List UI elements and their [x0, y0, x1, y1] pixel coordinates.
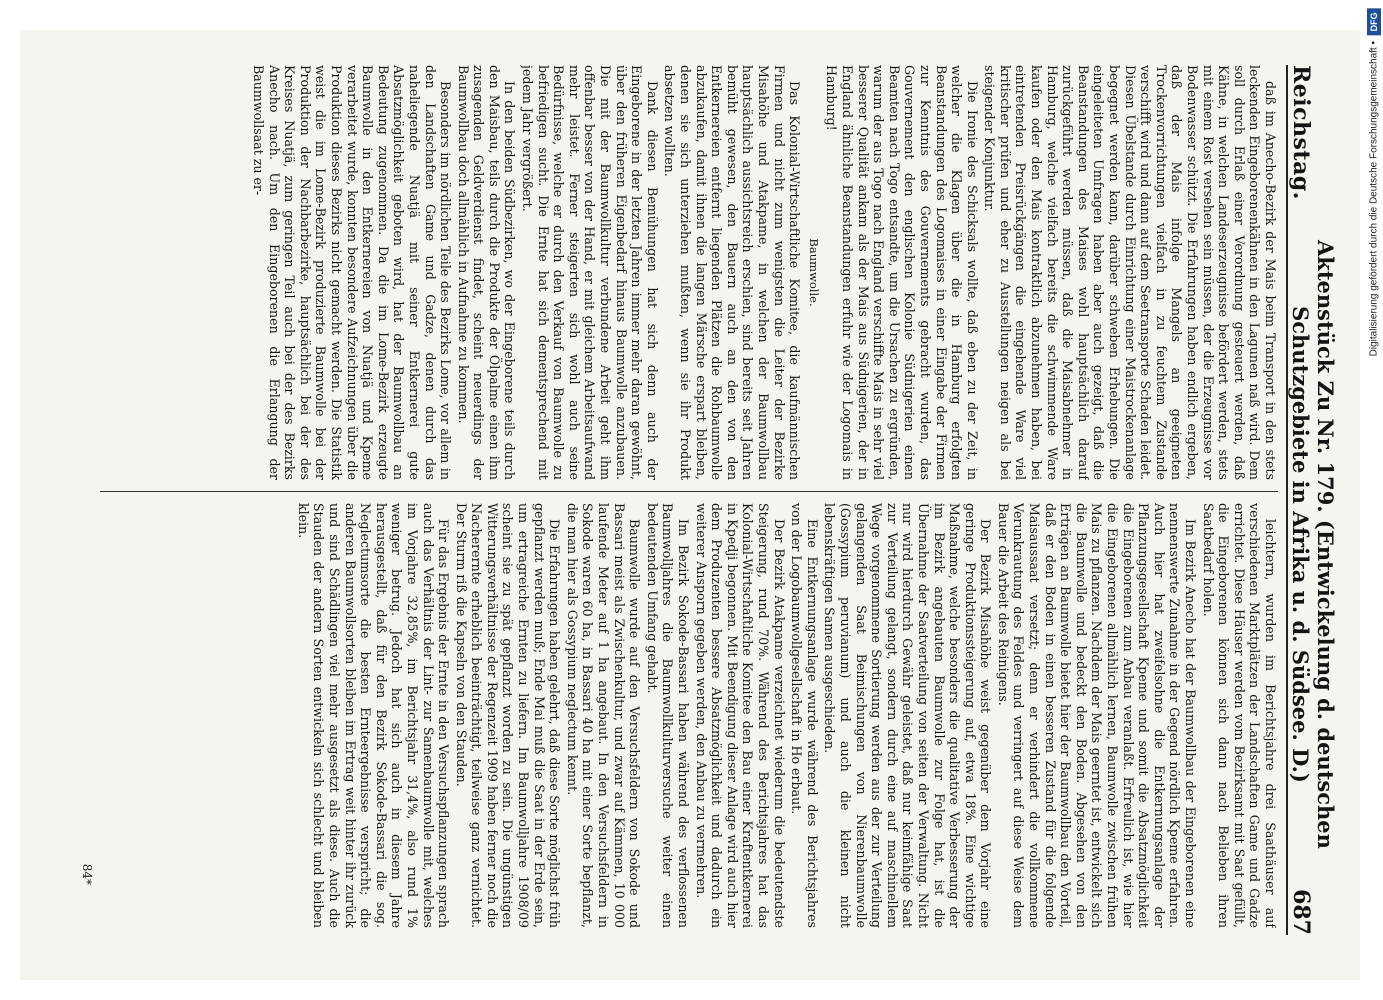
paragraph: Die Ironie des Schicksals wollte, daß eben zu der Zeit, in welcher die Klagen über die in Hamburg erfolgten Beanstandungen des Logomaises in einer Eingabe der Firmen zur Kenntnis des Gouvernements gebracht wurden, das Gouvernement den englischen Kolonie Südnigerien einen Beamten nach Togo entsandte, um die Ursachen zu ergründen, warum der aus Togo nach England verschiffte Mais in sehr viel besserer Qualität ankam als der Mais aus Südnigerien, der in England ähnliche Beanstandungen erfuhr wie der Logomais in Hamburg!: [824, 65, 980, 480]
running-header: [1286, 65, 1338, 935]
paragraph: Eine Entkernungsanlage wurde während des Berichtsjahres von der Logobaumwollgesellschaft in Ho erbaut.: [789, 503, 820, 928]
paragraph: Im Bezirk Sokode-Bassari haben während des verflossenen Baumwolljahres die Baumwollkulturversuche weiter einen bedeutenden Umfang gehabt.: [644, 503, 692, 928]
paragraph: In den beiden Südbezirken, wo der Eingeborene teils durch den Maisbau, teils durch die Produkte der Ölpalme einen ihm zusagenden Geldverdienst findet, scheint neuerdings der Baumwollbau doch allmählich in Aufnahme zu kommen.: [455, 65, 518, 480]
paragraph: Baumwolle wurde auf den Versuchsfeldern von Sokode und Bassari meist als Zwischenkultur, und zwar auf Kämmen, 10 000 laufende Meter auf 1 ha angebaut. In den Versuchsfeldern in Sokode waren 60 ha, in Bassari 40 ha mit einer Sorte bepflanzt, die man hier als Gossypium neglectum kennt.: [564, 503, 643, 928]
left-column: [100, 65, 1278, 480]
digitization-credit: [1367, 8, 1381, 356]
section-heading: Baumwolle.: [806, 238, 821, 307]
paragraph: Der Bezirk Misahöhe weist gegenüber dem Vorjahr eine geringe Produktionssteigerung auf, etwa 18%. Eine wichtige Maßnahme, welche besonders die qualitative Verbesserung der im Bezirk angebauten Baumwolle zur Folge hat, ist die Übernahme der Saatverteilung von seiten der Verwaltung. Nicht nur wird hierdurch Gewähr geleistet, daß nur keimfähige Saat zur Verteilung gelangt, sondern durch eine auf maschinellem Wege vorgenommene Sortierung werden aus der zur Verteilung gelangenden Saat Beimischungen von Nierenbaumwolle (Gossypium peruvianum) und auch die kleinen nicht lebenskräftigen Samen ausgeschieden.: [822, 503, 994, 928]
rotated-page-content: [60, 25, 1340, 955]
page-number: 687: [1288, 889, 1314, 935]
column-divider: [100, 491, 1278, 492]
paragraph: daß im Anecho-Bezirk der Mais beim Transport in den stets leckenden Eingeborenenkähnen in den Lagunen naß wird. Dem soll durch Erlaß einer Verordnung gesteuert werden, daß Kähne, in welchen Landeserzeugnisse befördert werden, stets mit einem Rost versehen sein müssen, der die Erzeugnisse vor Bodenwasser schützt. Die Erfahrungen haben endlich ergeben, daß der Mais infolge Mangels an geeigneten Trockenvorrichtungen vielfach in zu feuchtem Zustande verschifft wird und dann auf dem Seetransporte Schaden leidet. Diesen Übelstande durch Einrichtung einer Maistrockenanlage begegnet werden kann, darüber schweben Erhebungen. Die eingeleiteten Umfragen haben aber auch gezeigt, daß die Beanstandungen des Maises wohl hauptsächlich darauf zurückgeführt werden müssen, daß die Maisabnehmer in Hamburg, welche vielfach bereits die schwimmende Ware kaufen oder den Mais kontraktlich abzunehmen haben, bei eintretenden Preisrückgängen die eingehende Ware viel kritischer prüfen und eher zu Ausstellungen neigen als bei steigender Konjunktur.: [982, 65, 1278, 480]
header-left: Reichstag.: [1288, 65, 1314, 200]
paragraph: Für das Ergebnis der Ernte in den Versuchspflanzungen sprach auch das Verhältnis der Lint- zur Samenbaumwolle mit, welches im Vorjahre 32,85%, im Berichtsjahr 31,4%, also rund 1% weniger betrug. Jedoch hat sich auch in diesem Jahre herausgestellt, daß für den Bezirk Sokode-Bassari die sog. Neglectumsorte die besten Ernteergebnisse verspricht; die anderen Baumwollsorten bleiben im Ertrag weit hinter ihr zurück und sind Schädlingen viel mehr ausgesetzt als diese. Auch die Stauden der andern Sorten entwickeln sich schlecht und bleiben klein.: [295, 503, 452, 928]
signature-mark: 84*: [80, 863, 94, 885]
header-title: Aktenstück Zu Nr. 179. (Entwickelung d. deutschen Schutzgebiete in Afrika u. d. Südsee. D.): [1288, 240, 1338, 849]
paragraph: leichtern, wurden im Berichtsjahre drei Saathäuser auf verschiedenen Marktplätzen der Landschaften Game und Gadze errichtet. Diese Häuser werden vom Bezirksamt mit Saat gefüllt, die Eingeborenen können sich dann nach Belieben ihren Saatbedarf holen.: [1200, 503, 1278, 928]
right-column: [100, 503, 1278, 928]
paragraph: Besonders im nördlichen Teile des Bezirks Lome, vor allem in den Landschaften Game und Gadze, denen durch das naheliegende Nuatjä mit seiner Entkernerei gute Absatzmöglichkeit geboten wird, hat der Baumwollbau an Bedeutung zugenommen. Da die im Lome-Bezirk erzeugte Baumwolle in den Entkernereien von Nuatjä und Kpeme verarbeitet wurde, konnten besondere Aufzeichnungen über die Produktion dieses Bezirks nicht gemacht werden. Die Statistik weist die im Lome-Bezirk produzierte Baumwolle bei der Produktion der Nachbarbezirke, hauptsächlich bei der des Kreises Nuatjä, zum geringen Teil auch bei der des Bezirks Anecho nach. Um den Eingeborenen die Erlangung der Baumwollsaat zu er-: [251, 65, 454, 480]
paragraph: Im Bezirk Anecho hat der Baumwollbau der Eingeborenen eine nennenswerte Zunahme in der Gegend nördlich Kpeme erfahren. Auch hier hat zweifelsohne die Entkernungsanlage der Pflanzungsgesellschaft Kpeme und somit die Absatzmöglichkeit die Eingeborenen zum Anbau veranlaßt. Erfreulich ist, wie hier die Eingeborenen allmählich lernen, Baumwolle zwischen frühen Mais zu pflanzen. Nachdem der Mais geerntet ist, entwickelt sich die Baumwolle und bedeckt den Boden. Abgesehen von den Erträgen an Baumwolle bietet hier der Baumwollbau den Vorteil, daß er den Boden in einen besseren Zustand für die folgende Maisaussaat versetzt; denn er verhindert die vollkommene Verunkrautung des Feldes und verringert auf diese Weise dem Bauer die Arbeit des Reinigens.: [995, 503, 1199, 928]
paragraph: Der Bezirk Atakpame verzeichnet wiederum die bedeutendste Steigerung, rund 70%. Während des Berichtsjahres hat das Kolonial-Wirtschaftliche Komitee den Bau einer Kraftentkernerei in Kpedji begonnen. Mit Beendigung dieser Anlage wird auch hier dem Produzenten bessere Absatzmöglichkeit und dadurch ein weiterer Ansporn gegeben werden, den Anbau zu vermehren.: [693, 503, 787, 928]
paragraph: Die Erfahrungen haben gelehrt, daß diese Sorte möglichst früh gepflanzt werden muß; Ende Mai muß die Saat in der Erde sein, um ertragreiche Ernten zu liefern. Im Baumwolljahre 1908/09 scheint sie zu spät gepflanzt worden zu sein. Die ungünstigen Witterungsverhältnisse der Regenzeit 1909 haben ferner noch die Nacherernte erheblich beeinträchtigt, teilweise ganz vernichtet. Der Sturm riß die Kapseln von den Stauden.: [453, 503, 563, 928]
dfg-logo: DFG: [1367, 8, 1381, 35]
document-page: [20, 30, 1360, 980]
paragraph: Das Kolonial-Wirtschaftliche Komitee, die kaufmännischen Firmen und nicht zum wenigsten die Leiter der Bezirke Misahöhe und Atakpame, in welchen der Baumwollbau hauptsächlich aussichtsreich erschien, sind bereits seit Jahren bemüht gewesen, den Bauern auch an den von den Entkernereien entfernt liegenden Plätzen die Rohbaumwolle abzukaufen, damit ihnen die langen Märsche erspart bleiben, denen sie sich unterziehen mußten, wenn sie ihr Produkt absetzen wollten.: [662, 65, 803, 480]
credit-text: Digitalisierung gefördert durch die Deutsche Forschungsgemeinschaft •: [1368, 41, 1380, 357]
paragraph: Dank diesen Bemühungen hat sich denn auch der Eingeborene in der letzten Jahren immer mehr daran gewöhnt, über den früheren Eigenbedarf hinaus Baumwolle anzubauen. Die mit der Baumwollkultur verbundene Arbeit geht ihm offenbar besser von der Hand, er mit gleichem Arbeitsaufwand mehr leistet. Ferner steigerten sich wohl auch seine Bedürfnisse, welche er durch den Verkauf von Baumwolle zu befriedigen sucht. Die Ernte hat sich dementsprechend mit jedem Jahr vergrößert.: [520, 65, 660, 480]
